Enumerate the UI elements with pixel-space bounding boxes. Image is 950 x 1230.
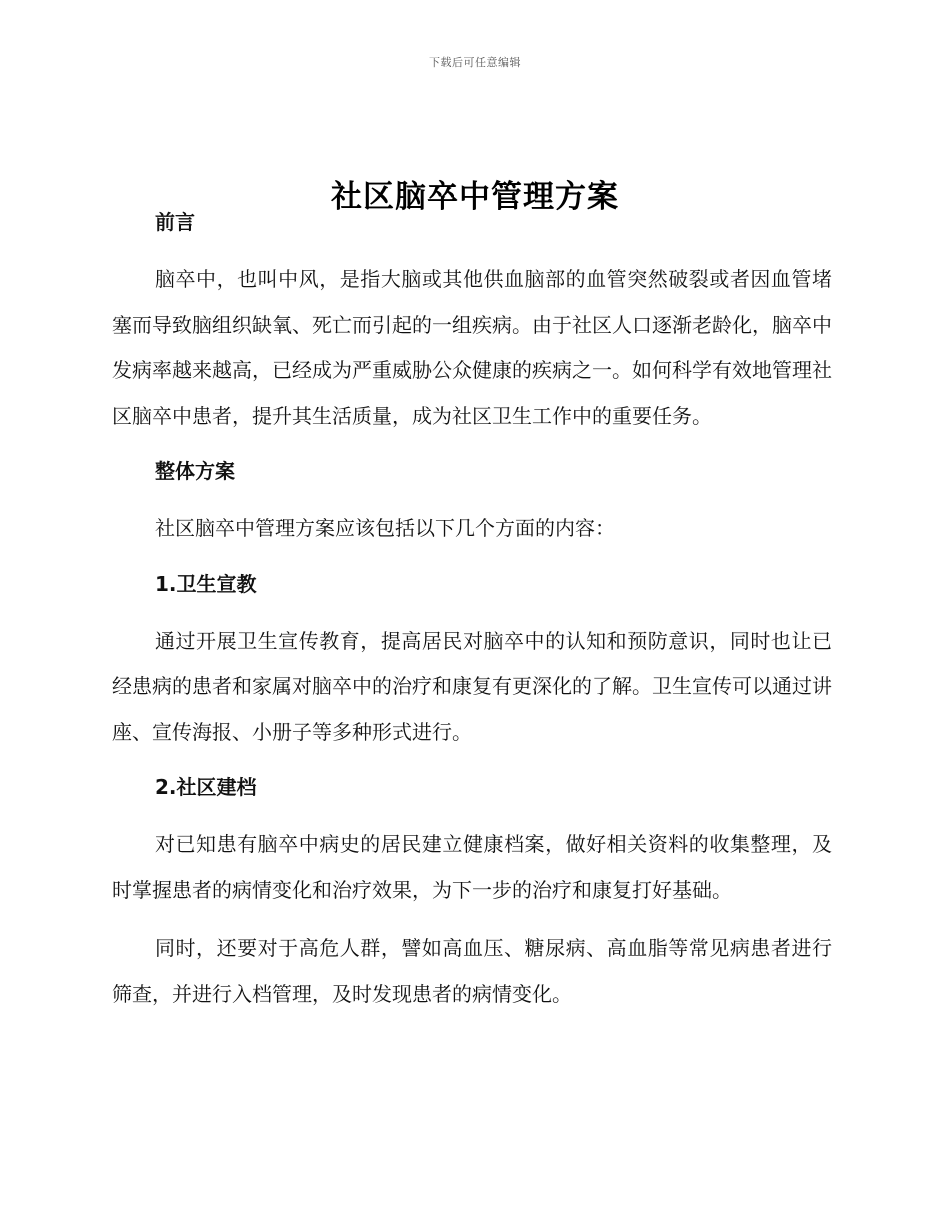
paragraph-community-records-1: 对已知患有脑卒中病史的居民建立健康档案，做好相关资料的收集整理，及时掌握患者的病情变化和治疗效果，为下一步的治疗和康复打好基础。 xyxy=(112,832,832,902)
section-heading-community-records: 2.社区建档 xyxy=(155,775,257,799)
section-heading-overall-plan: 整体方案 xyxy=(155,459,235,483)
document-title: 社区脑卒中管理方案 xyxy=(331,178,619,215)
section-heading-health-education: 1.卫生宣教 xyxy=(155,571,257,596)
document-body xyxy=(112,203,832,1017)
header-note: 下载后可任意编辑 xyxy=(429,56,521,69)
paragraph-health-education: 通过开展卫生宣传教育，提高居民对脑卒中的认知和预防意识，同时也让已经患病的患者和家属对脑卒中的治疗和康复有更深化的了解。卫生宣传可以通过讲座、宣传海报、小册子等多种形式进行。 xyxy=(112,628,832,744)
paragraph-overall-plan: 社区脑卒中管理方案应该包括以下几个方面的内容： xyxy=(155,516,615,540)
section-heading-preface: 前言 xyxy=(155,210,195,234)
paragraph-community-records-2: 同时，还要对于高危人群，譬如高血压、糖尿病、高血脂等常见病患者进行筛查，并进行入档管理，及时发现患者的病情变化。 xyxy=(112,936,832,1006)
paragraph-preface: 脑卒中，也叫中风，是指大脑或其他供血脑部的血管突然破裂或者因血管堵塞而导致脑组织缺氧、死亡而引起的一组疾病。由于社区人口逐渐老龄化，脑卒中发病率越来越高，已经成为严重威胁公众健康的疾病之一。如何科学有效地管理社区脑卒中患者，提升其生活质量，成为社区卫生工作中的重要任务。 xyxy=(112,267,832,428)
